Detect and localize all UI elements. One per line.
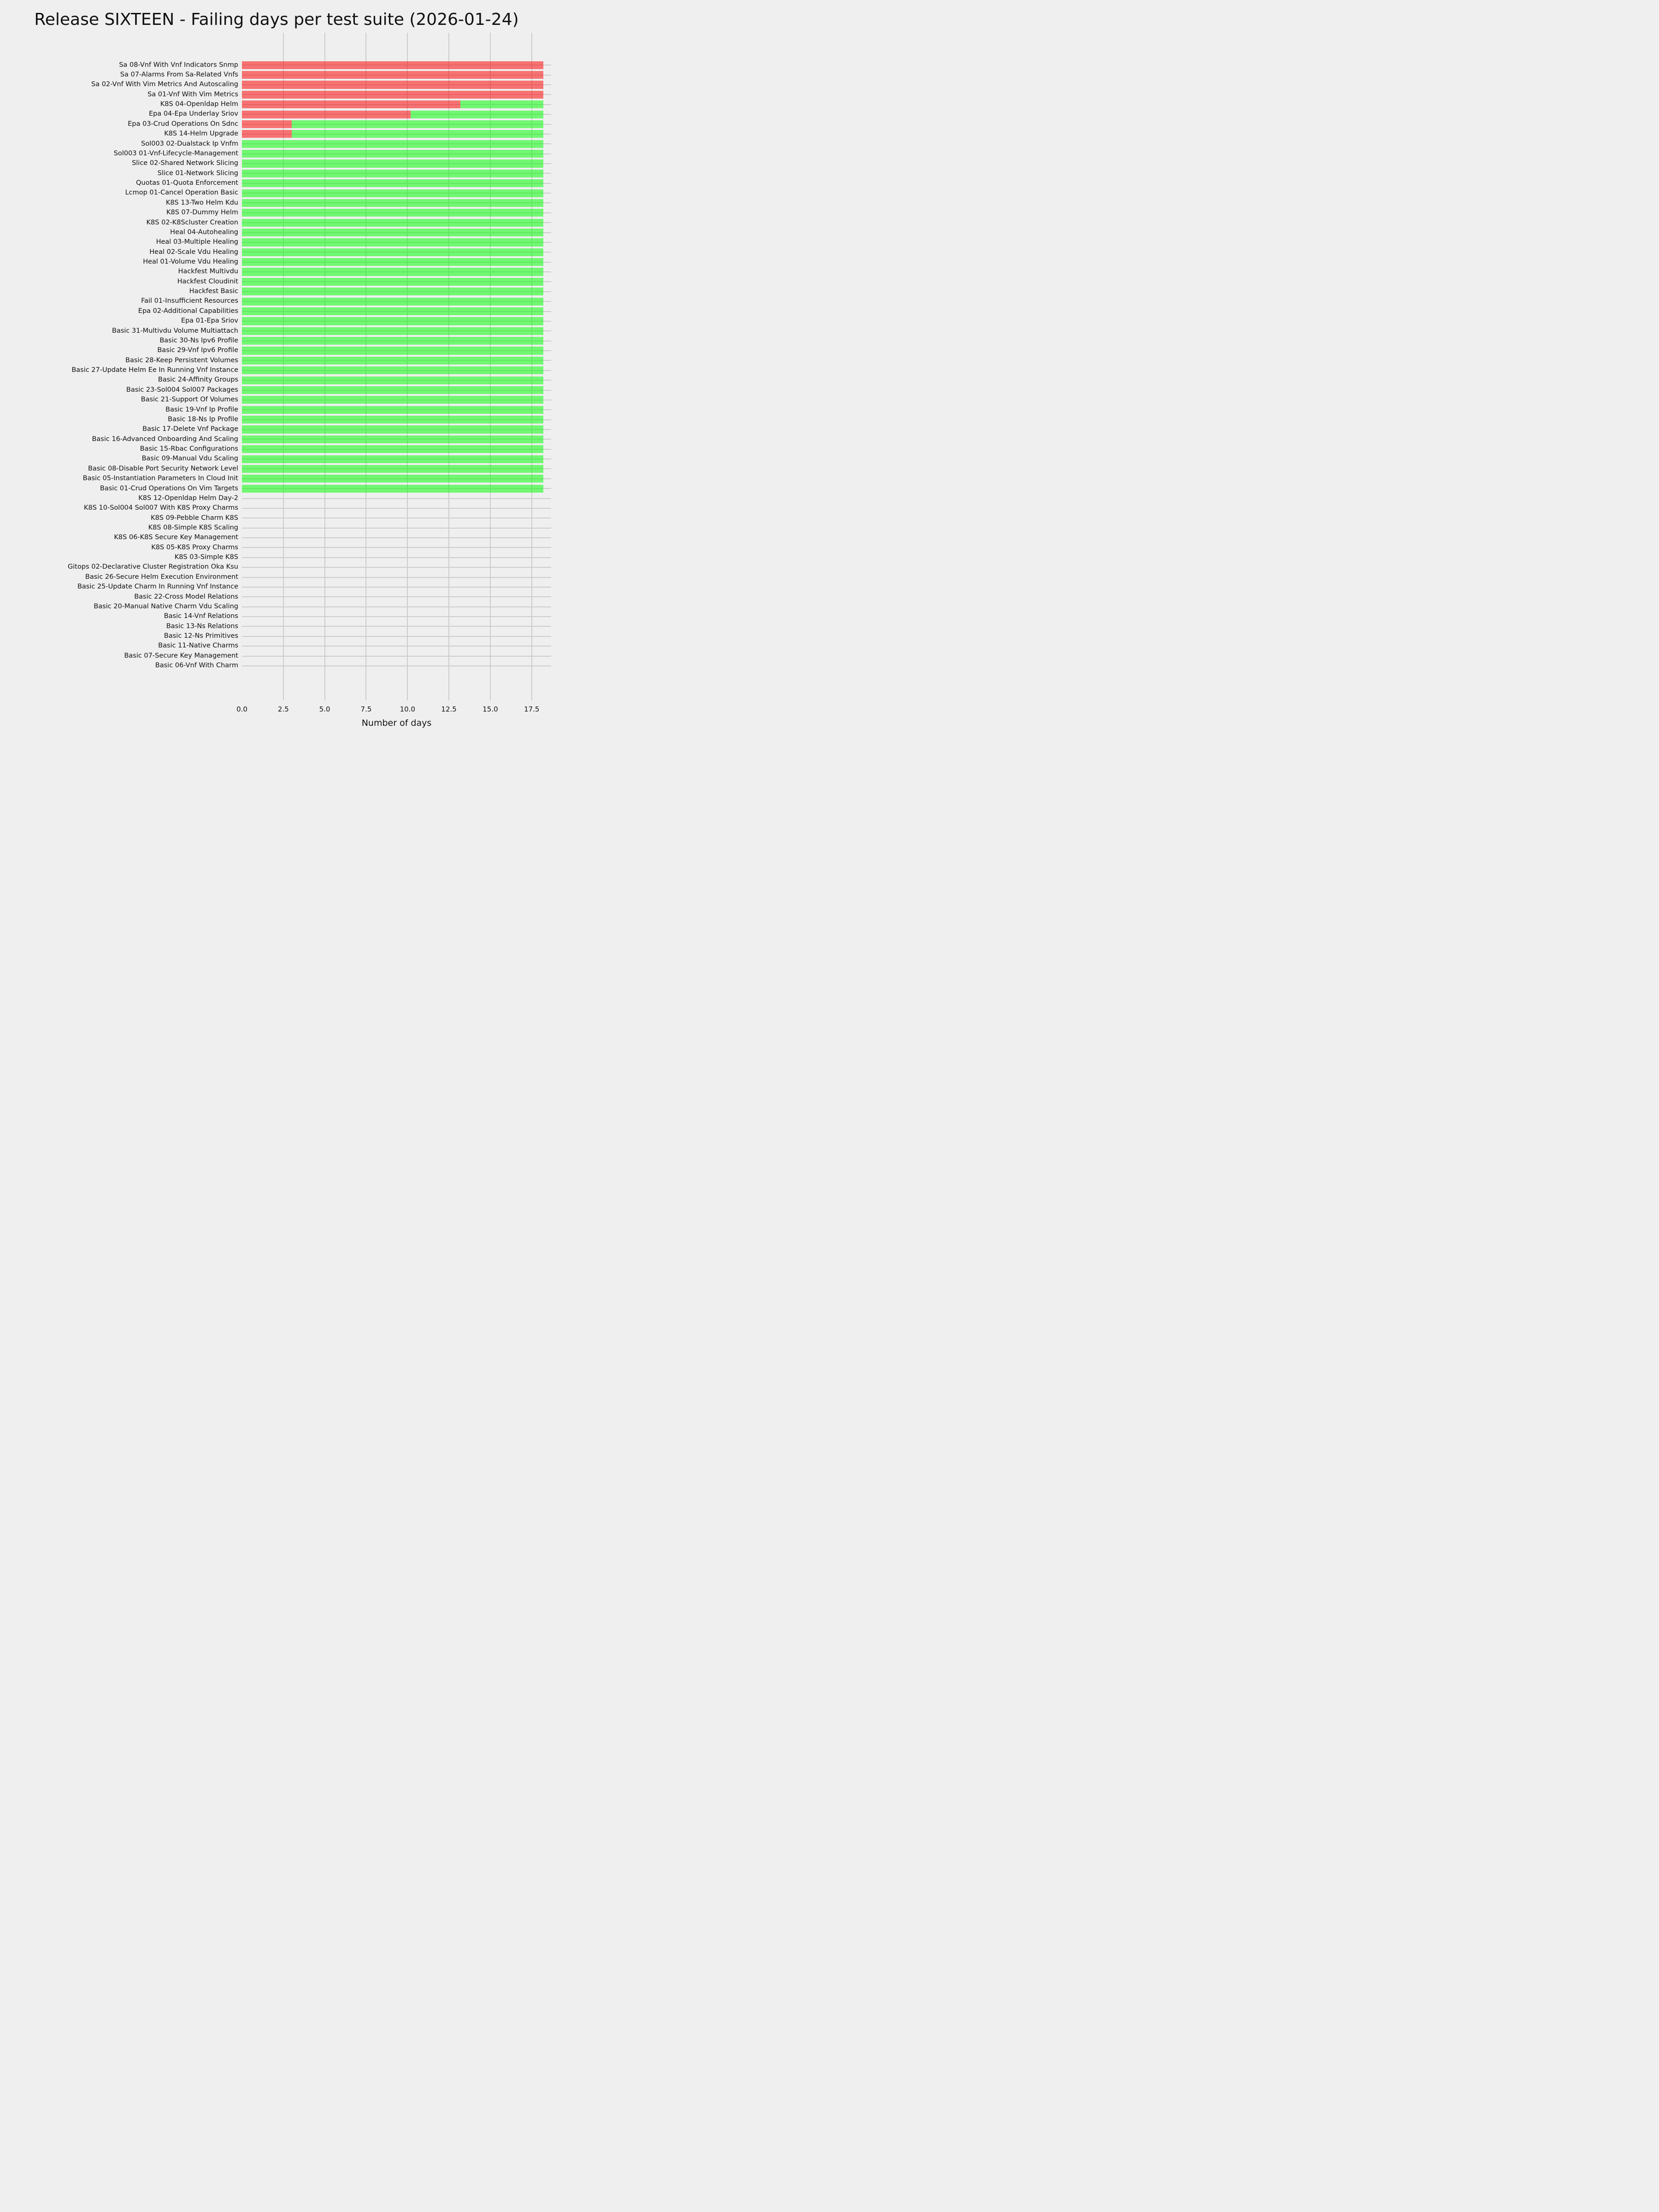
bar-segment-passing	[242, 268, 543, 276]
y-tick-label: Basic 15-Rbac Configurations	[140, 445, 238, 453]
y-tick-label: Basic 06-Vnf With Charm	[155, 662, 238, 670]
y-tick-label: Basic 22-Cross Model Relations	[134, 593, 238, 600]
bar-segment-passing	[242, 357, 543, 365]
y-tick-label: Hackfest Multivdu	[178, 268, 238, 276]
bar-segment-passing	[242, 475, 543, 482]
bar-segment-passing	[460, 100, 543, 108]
y-tick-label: Basic 24-Affinity Groups	[158, 376, 238, 384]
y-tick-label: Basic 30-Ns Ipv6 Profile	[159, 336, 238, 344]
bar-segment-passing	[242, 248, 543, 256]
bar-segment-passing	[242, 366, 543, 374]
h-gridline	[242, 596, 551, 597]
y-tick-label: Sa 08-Vnf With Vnf Indicators Snmp	[119, 61, 238, 69]
x-axis-label: Number of days	[361, 718, 432, 728]
h-gridline	[242, 508, 551, 509]
y-tick-label: Basic 20-Manual Native Charm Vdu Scaling	[94, 602, 238, 610]
bar-segment-passing	[242, 199, 543, 207]
bar-segment-passing	[242, 465, 543, 473]
bar-segment-passing	[242, 435, 543, 443]
h-gridline	[242, 656, 551, 657]
y-tick-label: Basic 31-Multivdu Volume Multiattach	[112, 327, 238, 335]
y-tick-label: K8S 13-Two Helm Kdu	[165, 199, 238, 206]
y-tick-label: Heal 01-Volume Vdu Healing	[143, 258, 238, 265]
h-gridline	[242, 577, 551, 578]
h-gridline	[242, 616, 551, 617]
y-tick-label: Sa 02-Vnf With Vim Metrics And Autoscaling	[91, 81, 238, 88]
y-tick-label: Hackfest Basic	[189, 288, 238, 295]
bar-segment-passing	[242, 179, 543, 187]
y-tick-label: Basic 14-Vnf Relations	[164, 612, 238, 620]
y-tick-label: Epa 01-Epa Sriov	[181, 317, 238, 325]
x-tick-label: 15.0	[482, 705, 498, 713]
y-tick-label: Basic 17-Delete Vnf Package	[142, 425, 238, 433]
bar-segment-failing	[242, 91, 543, 99]
bar-segment-passing	[242, 209, 543, 217]
h-gridline	[242, 587, 551, 588]
y-tick-label: K8S 08-Simple K8S Scaling	[148, 524, 238, 531]
bar-segment-failing	[242, 130, 292, 138]
h-gridline	[242, 498, 551, 499]
bar-segment-passing	[242, 238, 543, 246]
bar-segment-passing	[292, 120, 543, 128]
y-tick-label: Heal 04-Autohealing	[170, 228, 238, 236]
h-gridline	[242, 626, 551, 627]
y-tick-label: Epa 03-Crud Operations On Sdnc	[128, 120, 238, 128]
y-tick-label: Basic 07-Secure Key Management	[124, 652, 238, 659]
y-tick-label: Basic 23-Sol004 Sol007 Packages	[126, 386, 238, 394]
y-tick-label: Epa 04-Epa Underlay Sriov	[148, 110, 238, 118]
y-tick-label: K8S 06-K8S Secure Key Management	[114, 534, 238, 541]
y-tick-label: K8S 12-Openldap Helm Day-2	[138, 494, 238, 502]
bar-segment-passing	[242, 159, 543, 167]
bar-segment-passing	[292, 130, 543, 138]
x-tick-label: 2.5	[277, 705, 289, 713]
bar-segment-passing	[242, 386, 543, 394]
h-gridline	[242, 665, 551, 666]
x-tick-label: 12.5	[441, 705, 457, 713]
y-tick-label: Epa 02-Additional Capabilities	[138, 307, 238, 315]
y-tick-label: Quotas 01-Quota Enforcement	[136, 179, 238, 187]
bar-segment-passing	[242, 278, 543, 286]
y-tick-label: Basic 08-Disable Port Security Network Level	[88, 465, 238, 472]
y-tick-label: Basic 12-Ns Primitives	[164, 632, 238, 640]
y-tick-label: Sol003 02-Dualstack Ip Vnfm	[141, 140, 238, 147]
bar-segment-passing	[242, 347, 543, 354]
h-gridline	[242, 537, 551, 538]
y-tick-label: K8S 04-Openldap Helm	[160, 100, 238, 108]
y-tick-label: Sa 01-Vnf With Vim Metrics	[147, 90, 238, 98]
bar-segment-passing	[242, 170, 543, 177]
bar-segment-failing	[242, 81, 543, 88]
y-tick-label: Basic 13-Ns Relations	[166, 622, 238, 630]
y-tick-label: Basic 18-Ns Ip Profile	[168, 415, 238, 423]
x-tick-label: 7.5	[360, 705, 372, 713]
y-tick-label: Slice 01-Network Slicing	[157, 169, 238, 177]
bar-segment-failing	[242, 100, 460, 108]
y-tick-label: Basic 27-Update Helm Ee In Running Vnf Instance	[71, 366, 238, 374]
x-tick-label: 5.0	[319, 705, 330, 713]
bar-segment-passing	[242, 288, 543, 295]
bar-segment-passing	[242, 485, 543, 493]
y-tick-label: K8S 07-Dummy Helm	[166, 209, 238, 217]
bar-segment-failing	[242, 61, 543, 69]
y-tick-label: Heal 03-Multiple Healing	[156, 238, 238, 246]
bar-segment-passing	[242, 455, 543, 463]
bar-segment-passing	[242, 258, 543, 266]
figure	[0, 0, 553, 737]
y-tick-label: K8S 09-Pebble Charm K8S	[151, 514, 238, 522]
bar-segment-passing	[242, 327, 543, 335]
bar-segment-passing	[242, 150, 543, 158]
y-tick-label: Basic 21-Support Of Volumes	[141, 396, 238, 404]
y-tick-label: Lcmop 01-Cancel Operation Basic	[125, 189, 238, 197]
bar-segment-passing	[242, 445, 543, 453]
y-tick-label: Gitops 02-Declarative Cluster Registration Oka Ksu	[68, 563, 238, 571]
y-tick-label: Basic 25-Update Charm In Running Vnf Instance	[77, 583, 238, 591]
y-tick-label: K8S 10-Sol004 Sol007 With K8S Proxy Charms	[83, 504, 238, 512]
bar-segment-failing	[242, 111, 411, 118]
h-gridline	[242, 646, 551, 647]
y-tick-label: Hackfest Cloudinit	[177, 277, 238, 285]
y-tick-label: Basic 28-Keep Persistent Volumes	[125, 356, 238, 364]
y-tick-label: K8S 03-Simple K8S	[174, 553, 238, 561]
bar-segment-passing	[242, 140, 543, 148]
chart-title: Release SIXTEEN - Failing days per test suite (2026-01-24)	[34, 10, 519, 29]
h-gridline	[242, 567, 551, 568]
y-tick-label: Basic 29-Vnf Ipv6 Profile	[157, 347, 238, 354]
y-tick-label: Slice 02-Shared Network Slicing	[132, 159, 238, 167]
h-gridline	[242, 547, 551, 548]
bar-segment-passing	[242, 416, 543, 424]
bar-segment-passing	[242, 396, 543, 404]
y-tick-label: K8S 02-K8Scluster Creation	[146, 218, 238, 226]
bar-segment-passing	[242, 307, 543, 315]
y-tick-label: Sa 07-Alarms From Sa-Related Vnfs	[120, 71, 238, 78]
bar-segment-passing	[242, 377, 543, 384]
y-tick-label: Heal 02-Scale Vdu Healing	[149, 248, 238, 256]
bar-segment-passing	[242, 337, 543, 345]
bar-segment-passing	[242, 406, 543, 414]
bar-segment-passing	[242, 219, 543, 227]
bar-segment-passing	[242, 189, 543, 197]
bar-segment-passing	[411, 111, 543, 118]
y-tick-label: K8S 14-Helm Upgrade	[164, 130, 238, 138]
bar-segment-passing	[242, 425, 543, 433]
h-gridline	[242, 636, 551, 637]
y-tick-label: Basic 11-Native Charms	[158, 642, 238, 650]
h-gridline	[242, 528, 551, 529]
x-tick-label: 17.5	[524, 705, 540, 713]
x-tick-label: 0.0	[236, 705, 247, 713]
h-gridline	[242, 606, 551, 607]
bar-segment-passing	[242, 229, 543, 236]
bar-segment-failing	[242, 120, 292, 128]
y-tick-label: Basic 09-Manual Vdu Scaling	[141, 455, 238, 463]
y-tick-label: Sol003 01-Vnf-Lifecycle-Management	[113, 149, 238, 157]
bar-segment-passing	[242, 298, 543, 306]
y-tick-label: K8S 05-K8S Proxy Charms	[151, 543, 238, 551]
bar-segment-passing	[242, 317, 543, 325]
h-gridline	[242, 557, 551, 558]
x-tick-label: 10.0	[400, 705, 415, 713]
y-tick-label: Basic 26-Secure Helm Execution Environment	[85, 573, 238, 581]
y-tick-label: Basic 19-Vnf Ip Profile	[165, 406, 238, 413]
plot-area	[242, 33, 551, 700]
y-tick-label: Basic 16-Advanced Onboarding And Scaling	[92, 435, 238, 443]
bar-segment-failing	[242, 71, 543, 79]
y-tick-label: Basic 05-Instantiation Parameters In Cloud Init	[82, 475, 238, 482]
y-tick-label: Fail 01-Insufficient Resources	[141, 297, 238, 305]
y-tick-label: Basic 01-Crud Operations On Vim Targets	[100, 484, 238, 492]
